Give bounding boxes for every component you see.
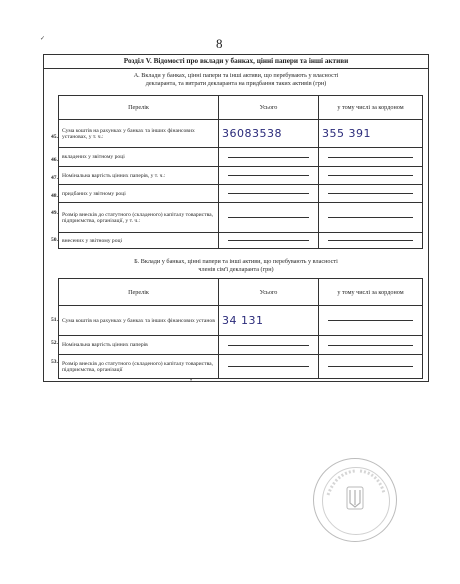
table-row bbox=[59, 120, 423, 148]
part-a-intro-line1: А. Вклади у банках, цінні папери та інші активи, що перебувають у власності bbox=[133, 72, 339, 79]
header-abroad: у тому числі за кордоном bbox=[319, 279, 423, 306]
row-number: 46. bbox=[51, 157, 58, 163]
table-row bbox=[59, 355, 423, 379]
row-abroad-blank bbox=[319, 355, 423, 379]
header-item: Перелік bbox=[59, 279, 219, 306]
table-row bbox=[59, 336, 423, 355]
row-abroad-blank bbox=[319, 336, 423, 355]
row-abroad-blank bbox=[319, 233, 423, 249]
row-total-blank bbox=[219, 355, 319, 379]
row-abroad-value: 355 391 bbox=[319, 120, 423, 148]
part-a-intro bbox=[44, 72, 428, 88]
row-total-blank bbox=[219, 167, 319, 185]
row-total-blank bbox=[219, 233, 319, 249]
trident-emblem-icon bbox=[314, 459, 396, 541]
row-number: 52. bbox=[51, 340, 58, 346]
section-frame bbox=[43, 54, 429, 382]
row-total-blank bbox=[219, 185, 319, 203]
row-abroad-blank bbox=[319, 185, 423, 203]
official-seal bbox=[313, 458, 397, 542]
table-row bbox=[59, 203, 423, 233]
table-row bbox=[59, 148, 423, 167]
row-label: Сума коштів на рахунках у банках та інших фінансових установ bbox=[59, 306, 219, 336]
row-label: придбаних у звітному році bbox=[59, 185, 219, 203]
part-b-intro-line2: членів сім'ї декларанта (грн) bbox=[198, 266, 274, 273]
row-label: Розмір внесків до статутного (складеного) капіталу товариства, підприємства, організації, у т. ч.: bbox=[59, 203, 219, 233]
header-abroad: у тому числі за кордоном bbox=[319, 96, 423, 120]
part-b-header-row bbox=[59, 279, 423, 306]
table-row bbox=[59, 167, 423, 185]
section-title: Розділ V. Відомості про вклади у банках, цінні папери та інші активи bbox=[44, 55, 428, 69]
row-label: внесених у звітному році bbox=[59, 233, 219, 249]
corner-tick-mark: ✓ bbox=[40, 36, 46, 42]
table-row bbox=[59, 233, 423, 249]
table-row bbox=[59, 306, 423, 336]
header-total: Усього bbox=[219, 96, 319, 120]
row-number: 51. bbox=[51, 317, 58, 323]
row-total-blank bbox=[219, 148, 319, 167]
row-number: 49. bbox=[51, 210, 58, 216]
header-total: Усього bbox=[219, 279, 319, 306]
row-label: вкладених у звітному році bbox=[59, 148, 219, 167]
part-b-intro-line1: Б. Вклади у банках, цінні папери та інші активи, що перебувають у власності bbox=[134, 258, 338, 265]
dot-mark: • bbox=[190, 378, 193, 384]
part-a-table bbox=[58, 95, 423, 249]
row-label: Номінальна вартість цінних паперів bbox=[59, 336, 219, 355]
row-number: 45. bbox=[51, 134, 58, 140]
row-label: Сума коштів на рахунках у банках та інших фінансових установах, у т. ч.: bbox=[59, 120, 219, 148]
row-number: 47. bbox=[51, 175, 58, 181]
row-abroad-blank bbox=[319, 203, 423, 233]
row-abroad-blank bbox=[319, 148, 423, 167]
row-total-blank bbox=[219, 336, 319, 355]
table-row bbox=[59, 185, 423, 203]
header-item: Перелік bbox=[59, 96, 219, 120]
part-b-table bbox=[58, 278, 423, 379]
part-b-intro bbox=[44, 258, 428, 274]
row-total-blank bbox=[219, 203, 319, 233]
part-a-header-row bbox=[59, 96, 423, 120]
row-number: 50. bbox=[51, 237, 58, 243]
page-number: 8 bbox=[216, 36, 223, 51]
row-total-value: 36083538 bbox=[219, 120, 319, 148]
row-abroad-blank bbox=[319, 306, 423, 336]
row-number: 53. bbox=[51, 359, 58, 365]
row-number: 48. bbox=[51, 193, 58, 199]
row-label: Номінальна вартість цінних паперів, у т. ч.: bbox=[59, 167, 219, 185]
row-label: Розмір внесків до статутного (складеного) капіталу товариства, підприємства, організації bbox=[59, 355, 219, 379]
row-abroad-blank bbox=[319, 167, 423, 185]
part-a-intro-line2: декларанта, та витрати декларанта на придбання таких активів (грн) bbox=[145, 80, 327, 87]
row-total-value: 34 131 bbox=[219, 306, 319, 336]
